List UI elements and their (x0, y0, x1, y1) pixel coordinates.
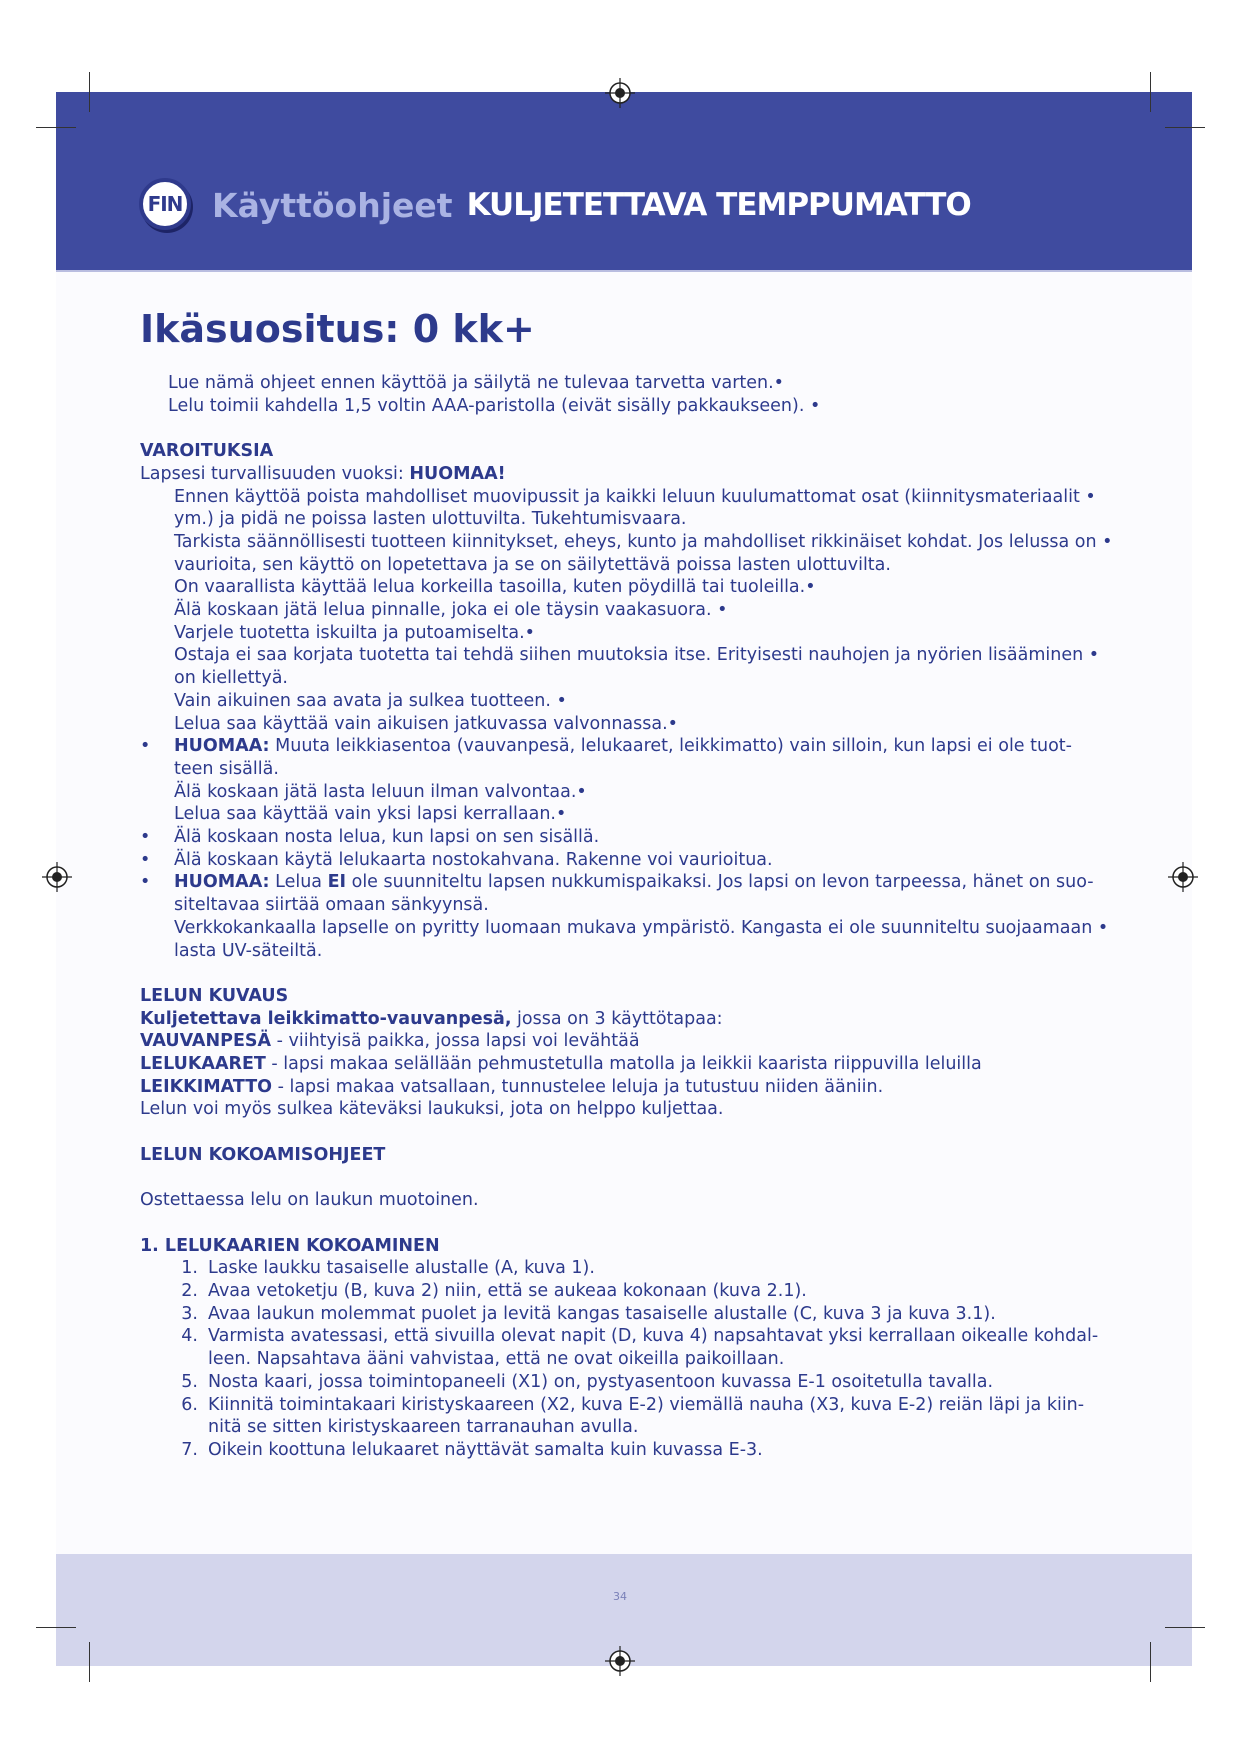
warning-item: Verkkokankaalla lapselle on pyritty luomaan mukava ympäristö. Kangasta ei ole suunniteltu suojaamaan • lasta UV-säteiltä. (174, 917, 1109, 961)
mode-line: VAUVANPESÄ - viihtyisä paikka, jossa lapsi voi levähtää (140, 1031, 640, 1052)
huomaa-item: • HUOMAA: Muuta leikkiasentoa (vauvanpesä, lelukaaret, leikkimatto) vain silloin, kun lapsi ei ole tuot- teen sisällä. (140, 736, 1072, 779)
assembly-heading: LELUN KOKOAMISOHJEET (140, 1144, 386, 1165)
step-item: 2. Avaa vetoketju (B, kuva 2) niin, että se aukeaa kokonaan (kuva 2.1). (181, 1281, 807, 1302)
step-item: 4. Varmista avatessasi, että sivuilla olevat napit (D, kuva 4) napsahtavat yksi kerrallaan oikealle kohdal- leen. Napsahtava ääni vahvistaa, että ne ovat oikeilla paikoillaan. (181, 1326, 1099, 1370)
language-badge: FIN (139, 178, 191, 230)
bullet-icon: • (140, 849, 151, 870)
registration-mark-icon (1168, 862, 1198, 892)
bullet-icon: • (140, 827, 151, 848)
crop-mark (36, 1627, 76, 1628)
registration-mark-icon (42, 862, 72, 892)
age-recommendation: Ikäsuositus: 0 kk+ (140, 307, 535, 351)
warning-bullet-item: • Älä koskaan käytä lelukaarta nostokahvana. Rakenne voi vaurioitua. (140, 849, 773, 870)
description-line: Kuljetettava leikkimatto-vauvanpesä, jossa on 3 käyttötapaa: (140, 1008, 723, 1029)
crop-mark (1165, 1627, 1205, 1628)
crop-mark (1150, 1642, 1151, 1682)
intro-line: Lelu toimii kahdella 1,5 voltin AAA-paristolla (eivät sisälly pakkaukseen). • (168, 395, 821, 416)
intro-line: Lue nämä ohjeet ennen käyttöä ja säilytä ne tulevaa tarvetta varten.• (168, 373, 785, 393)
assembly-intro: Ostettaessa lelu on laukun muotoinen. (140, 1190, 479, 1211)
registration-mark-icon (605, 78, 635, 108)
warning-item: Lelua saa käyttää vain aikuisen jatkuvassa valvonnassa.• (174, 713, 678, 734)
warning-item: Tarkista säännöllisesti tuotteen kiinnitykset, eheys, kunto ja mahdolliset rikkinäiset kohdat. Jos lelussa on • vaurioita, sen käyttö on lopetettava ja se on säilytettävä poissa lasten ulottuvilta. (174, 531, 1113, 575)
step-item: 6. Kiinnitä toimintakaari kiristyskaareen (X2, kuva E-2) viemällä nauha (X3, kuva E-2) reiän läpi ja kiin- nitä se sitten kiristyskaareen tarranauhan avulla. (181, 1394, 1085, 1438)
crop-mark (1165, 127, 1205, 128)
description-heading: LELUN KUVAUS (140, 985, 289, 1006)
crop-mark (89, 1642, 90, 1682)
warning-item: Varjele tuotetta iskuilta ja putoamiselta.• (174, 622, 535, 643)
warnings-lead: Lapsesi turvallisuuden vuoksi: HUOMAA! (140, 463, 506, 484)
arches-heading: 1. LELUKAARIEN KOKOAMINEN (140, 1235, 440, 1256)
warning-item: On vaarallista käyttää lelua korkeilla tasoilla, kuten pöydillä tai tuoleilla.• (174, 577, 816, 598)
warning-item: Älä koskaan jätä lasta leluun ilman valvontaa.• (174, 781, 587, 802)
mode-line: LEIKKIMATTO - lapsi makaa vatsallaan, tunnustelee leluja ja tutustuu niiden ääniin. (140, 1076, 884, 1097)
product-name: KULJETETTAVA TEMPPUMATTO (466, 187, 971, 223)
step-item: 5. Nosta kaari, jossa toimintopaneeli (X1) on, pystyasentoon kuvassa E-1 osoitetulla tavalla. (181, 1371, 994, 1392)
registration-mark-icon (605, 1646, 635, 1676)
warning-item: Ostaja ei saa korjata tuotetta tai tehdä siihen muutoksia itse. Erityisesti nauhojen ja nyörien lisääminen • on kiellettyä. (174, 645, 1100, 689)
crop-mark (89, 72, 90, 112)
crop-mark (1150, 72, 1151, 112)
document-type: Käyttöohjeet (212, 185, 453, 225)
step-item: 3. Avaa laukun molemmat puolet ja levitä kangas tasaiselle alustalle (C, kuva 3 ja kuva 3.1). (181, 1303, 996, 1324)
warning-item: Vain aikuinen saa avata ja sulkea tuotteen. • (174, 690, 567, 711)
page-number: 34 (613, 1590, 627, 1603)
bullet-icon: • (140, 872, 151, 893)
manual-body (140, 372, 1140, 1462)
warnings-heading: VAROITUKSIA (140, 441, 274, 462)
warning-item: Lelua saa käyttää vain yksi lapsi kerrallaan.• (174, 804, 567, 825)
header-title (212, 182, 971, 228)
bullet-icon: • (140, 736, 151, 757)
warning-item: Ennen käyttöä poista mahdolliset muovipussit ja kaikki leluun kuulumattomat osat (kiinnitysmateriaalit • ym.) ja pidä ne poissa lasten ulottuvilta. Tukehtumisvaara. (174, 486, 1096, 530)
mode-line: LELUKAARET - lapsi makaa selällään pehmustetulla matolla ja leikkii kaarista riippuvilla leluilla (140, 1054, 982, 1075)
crop-mark (36, 127, 76, 128)
warning-item: Älä koskaan jätä lelua pinnalle, joka ei ole täysin vaakasuora. • (174, 600, 728, 621)
huomaa-item: • HUOMAA: Lelua EI ole suunniteltu lapsen nukkumispaikaksi. Jos lapsi on levon tarpeessa, hänet on suo- siteltavaa siirtää omaan sänkyynsä. (140, 872, 1094, 916)
step-item: 1. Laske laukku tasaiselle alustalle (A, kuva 1). (181, 1258, 595, 1279)
warning-bullet-item: • Älä koskaan nosta lelua, kun lapsi on sen sisällä. (140, 827, 600, 848)
step-item: 7. Oikein koottuna lelukaaret näyttävät samalta kuin kuvassa E-3. (181, 1439, 763, 1460)
description-closing: Lelun voi myös sulkea käteväksi laukuksi, jota on helppo kuljettaa. (140, 1099, 724, 1120)
